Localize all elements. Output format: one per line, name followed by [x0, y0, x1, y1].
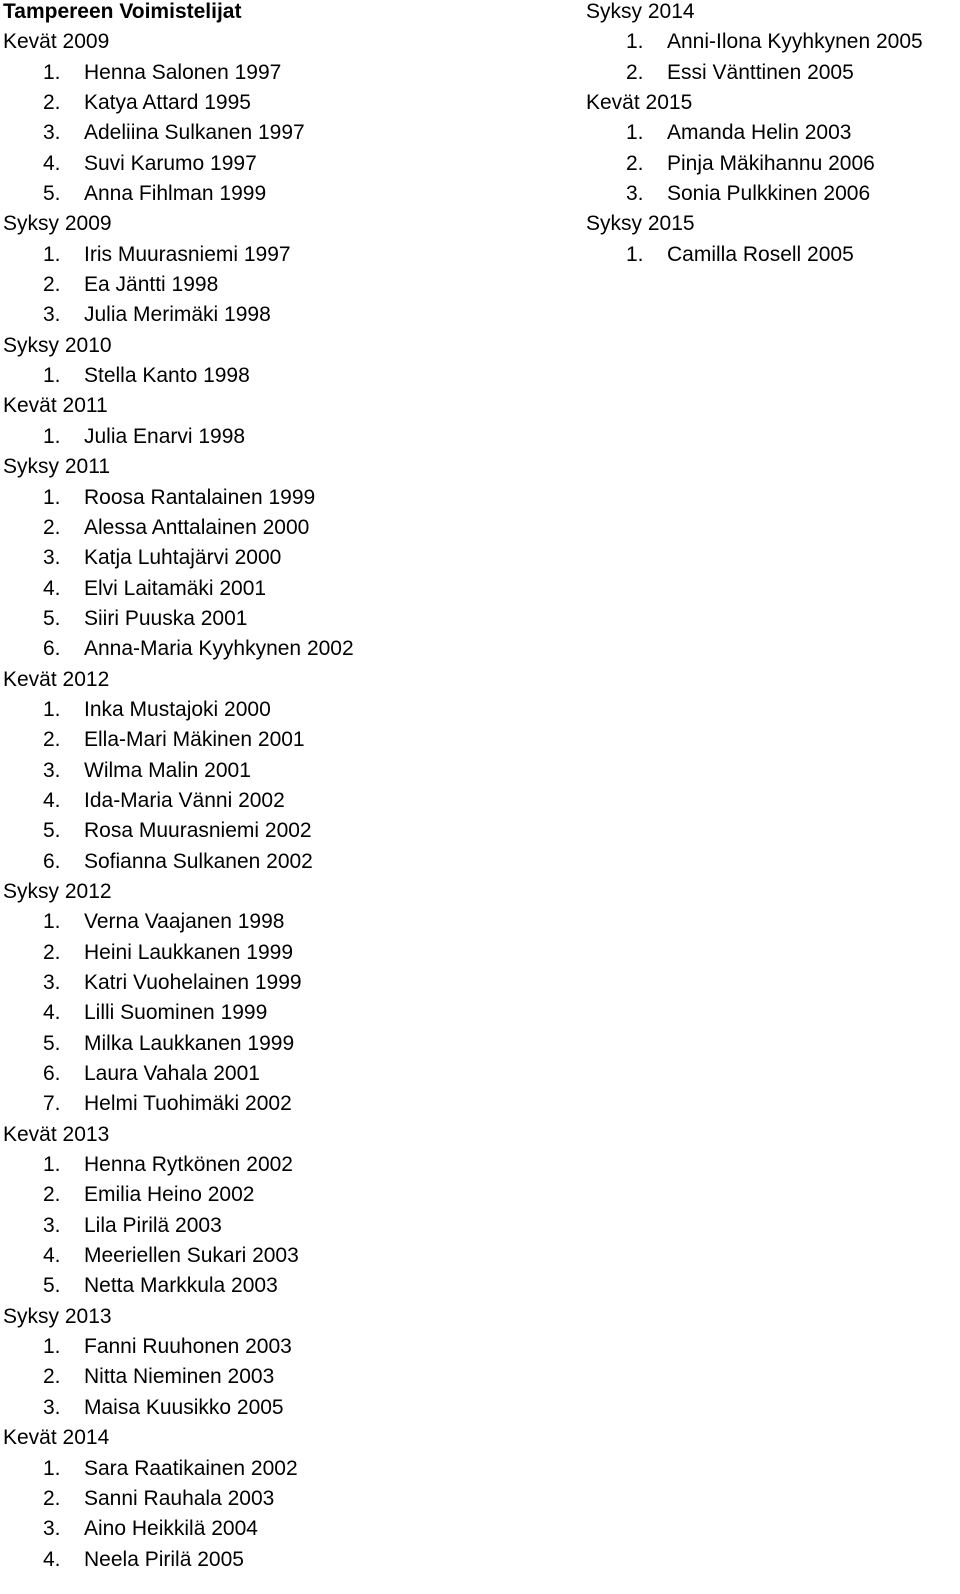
list-item-number: 3. — [43, 1395, 61, 1419]
list-item-number: 2. — [43, 515, 61, 539]
list-item-name: Sara Raatikainen 2002 — [84, 1456, 298, 1480]
list-item-name: Ea Jäntti 1998 — [84, 273, 219, 297]
list-item-name: Laura Vahala 2001 — [84, 1062, 260, 1086]
list-item — [3, 91, 573, 121]
list-item — [3, 243, 573, 273]
list-item — [3, 121, 573, 151]
list-item — [586, 243, 956, 273]
list-item — [3, 1457, 573, 1487]
list-item-name: Essi Vänttinen 2005 — [667, 60, 854, 84]
list-item-name: Maisa Kuusikko 2005 — [84, 1395, 284, 1419]
list-item-name: Elvi Laitamäki 2001 — [84, 576, 267, 600]
list-item-name: Verna Vaajanen 1998 — [84, 910, 285, 934]
list-item — [3, 1183, 573, 1213]
list-item — [3, 1214, 573, 1244]
list-item-number: 1. — [43, 1456, 61, 1480]
list-item-name: Lila Pirilä 2003 — [84, 1213, 222, 1237]
list-item-number: 4. — [43, 576, 61, 600]
list-item-name: Sofianna Sulkanen 2002 — [84, 849, 313, 873]
list-item-number: 1. — [43, 242, 61, 266]
list-item-number: 2. — [43, 1365, 61, 1389]
season-heading: Syksy 2014 — [586, 0, 695, 23]
season-heading: Kevät 2013 — [3, 1122, 110, 1146]
list-item — [3, 1244, 573, 1274]
list-item — [3, 1335, 573, 1365]
list-item-number: 1. — [626, 121, 644, 145]
list-item — [586, 61, 956, 91]
list-item-name: Anni-Ilona Kyyhkynen 2005 — [667, 30, 923, 54]
list-item-number: 1. — [43, 60, 61, 84]
list-item-number: 1. — [43, 1335, 61, 1359]
list-item-number: 1. — [626, 242, 644, 266]
list-item-name: Katja Luhtajärvi 2000 — [84, 546, 282, 570]
list-item-name: Ella-Mari Mäkinen 2001 — [84, 728, 305, 752]
list-item — [3, 698, 573, 728]
list-item-name: Rosa Muurasniemi 2002 — [84, 819, 312, 843]
list-item — [586, 30, 956, 60]
list-item-name: Katri Vuohelainen 1999 — [84, 971, 302, 994]
season-heading: Syksy 2012 — [3, 879, 112, 903]
list-item-name: Amanda Helin 2003 — [667, 121, 852, 145]
list-item-number: 4. — [43, 151, 61, 175]
list-item — [3, 789, 573, 819]
list-item-number: 7. — [43, 1092, 61, 1116]
list-item-number: 6. — [43, 849, 61, 873]
list-item — [3, 1062, 573, 1092]
list-item — [3, 303, 573, 333]
list-item-number: 1. — [43, 424, 61, 448]
list-item-name: Julia Merimäki 1998 — [84, 303, 271, 327]
season-heading: Kevät 2009 — [3, 30, 110, 54]
season-heading: Syksy 2015 — [586, 212, 695, 236]
list-item-number: 1. — [626, 30, 644, 54]
list-item — [3, 1274, 573, 1304]
list-item — [3, 637, 573, 667]
list-item — [3, 1548, 573, 1578]
season-heading: Syksy 2011 — [3, 455, 110, 479]
list-item-number: 6. — [43, 1062, 61, 1086]
list-item-name: Ida-Maria Vänni 2002 — [84, 788, 285, 812]
season-heading: Kevät 2014 — [3, 1426, 110, 1450]
list-item — [3, 182, 573, 212]
list-item-number: 2. — [43, 91, 61, 115]
list-item-name: Nitta Nieminen 2003 — [84, 1365, 275, 1389]
list-item-number: 3. — [43, 546, 61, 570]
list-item — [3, 850, 573, 880]
list-item-number: 1. — [43, 485, 61, 509]
list-item-name: Pinja Mäkihannu 2006 — [667, 151, 875, 175]
list-item — [3, 61, 573, 91]
list-item-name: Wilma Malin 2001 — [84, 758, 251, 782]
list-item — [3, 273, 573, 303]
list-item-number: 2. — [626, 60, 644, 84]
list-item-name: Heini Laukkanen 1999 — [84, 940, 293, 964]
list-item — [3, 728, 573, 758]
list-item — [3, 1396, 573, 1426]
right-column — [586, 0, 956, 273]
list-item-name: Anna Fihlman 1999 — [84, 182, 267, 206]
list-item-name: Iris Muurasniemi 1997 — [84, 242, 291, 266]
season-heading: Syksy 2009 — [3, 212, 112, 236]
list-item-number: 2. — [43, 940, 61, 964]
list-item — [3, 486, 573, 516]
list-item-number: 2. — [43, 1183, 61, 1207]
list-item-name: Julia Enarvi 1998 — [84, 424, 246, 448]
list-item-number: 4. — [43, 1547, 61, 1571]
list-item-name: Stella Kanto 1998 — [84, 364, 250, 388]
list-item — [3, 152, 573, 182]
list-item-number: 2. — [626, 151, 644, 175]
list-item-number: 4. — [43, 1001, 61, 1025]
list-item — [586, 182, 956, 212]
list-item-name: Milka Laukkanen 1999 — [84, 1031, 295, 1055]
list-item-name: Katya Attard 1995 — [84, 91, 251, 115]
list-item-name: Sonia Pulkkinen 2006 — [667, 182, 871, 206]
list-item-number: 5. — [43, 1031, 61, 1055]
list-item-name: Suvi Karumo 1997 — [84, 151, 257, 175]
list-item — [3, 1487, 573, 1517]
list-item-number: 4. — [43, 1244, 61, 1268]
list-item-number: 5. — [43, 606, 61, 630]
list-item — [3, 1517, 573, 1547]
list-item-number: 4. — [43, 788, 61, 812]
list-item — [3, 516, 573, 546]
list-item-name: Fanni Ruuhonen 2003 — [84, 1335, 292, 1359]
list-item-name: Emilia Heino 2002 — [84, 1183, 255, 1207]
list-item-name: Meeriellen Sukari 2003 — [84, 1244, 299, 1268]
list-item-name: Anna-Maria Kyyhkynen 2002 — [84, 637, 354, 661]
list-item-number: 5. — [43, 1274, 61, 1298]
list-item-name: Henna Salonen 1997 — [84, 60, 282, 84]
list-item — [3, 425, 573, 455]
list-item-name: Alessa Anttalainen 2000 — [84, 515, 310, 539]
list-item-name: Roosa Rantalainen 1999 — [84, 485, 316, 509]
list-item-name: Inka Mustajoki 2000 — [84, 697, 271, 721]
list-item-number: 3. — [43, 303, 61, 327]
list-item-number: 5. — [43, 182, 61, 206]
list-item-name: Sanni Rauhala 2003 — [84, 1486, 275, 1510]
list-item-name: Siiri Puuska 2001 — [84, 606, 248, 630]
list-item — [3, 546, 573, 576]
list-item — [3, 1365, 573, 1395]
list-item — [586, 121, 956, 151]
list-item — [3, 910, 573, 940]
list-item — [3, 941, 573, 971]
list-item-number: 2. — [43, 273, 61, 297]
list-item-number: 1. — [43, 1153, 61, 1177]
list-item-number: 6. — [43, 637, 61, 661]
list-item — [3, 1092, 573, 1122]
list-item-number: 3. — [626, 182, 644, 206]
list-item-number: 2. — [43, 1486, 61, 1510]
list-item — [3, 364, 573, 394]
list-item — [3, 971, 573, 1001]
list-item-name: Neela Pirilä 2005 — [84, 1547, 244, 1571]
list-item-name: Adeliina Sulkanen 1997 — [84, 121, 305, 145]
list-item-number: 5. — [43, 819, 61, 843]
list-item-name: Henna Rytkönen 2002 — [84, 1153, 293, 1177]
list-item — [3, 607, 573, 637]
list-item-name: Netta Markkula 2003 — [84, 1274, 278, 1298]
list-item — [3, 1032, 573, 1062]
season-heading: Syksy 2013 — [3, 1304, 112, 1328]
season-heading: Kevät 2011 — [3, 394, 108, 418]
list-item-number: 1. — [43, 697, 61, 721]
document-title: Tampereen Voimistelijat — [3, 0, 242, 23]
list-item-number: 3. — [43, 121, 61, 145]
list-item-name: Helmi Tuohimäki 2002 — [84, 1092, 292, 1116]
list-item-number: 2. — [43, 728, 61, 752]
list-item-number: 3. — [43, 758, 61, 782]
season-heading: Syksy 2010 — [3, 333, 112, 357]
list-item-number: 3. — [43, 971, 61, 994]
list-item-number: 3. — [43, 1517, 61, 1541]
list-item — [3, 819, 573, 849]
list-item — [3, 759, 573, 789]
list-item-name: Camilla Rosell 2005 — [667, 242, 854, 266]
list-item — [3, 1153, 573, 1183]
list-item — [586, 152, 956, 182]
list-item — [3, 1001, 573, 1031]
season-heading: Kevät 2012 — [3, 667, 110, 691]
list-item-number: 1. — [43, 910, 61, 934]
season-heading: Kevät 2015 — [586, 91, 693, 115]
list-item-name: Lilli Suominen 1999 — [84, 1001, 268, 1025]
left-column — [3, 0, 573, 1578]
list-item-number: 3. — [43, 1213, 61, 1237]
list-item-number: 1. — [43, 364, 61, 388]
list-item-name: Aino Heikkilä 2004 — [84, 1517, 258, 1541]
list-item — [3, 577, 573, 607]
